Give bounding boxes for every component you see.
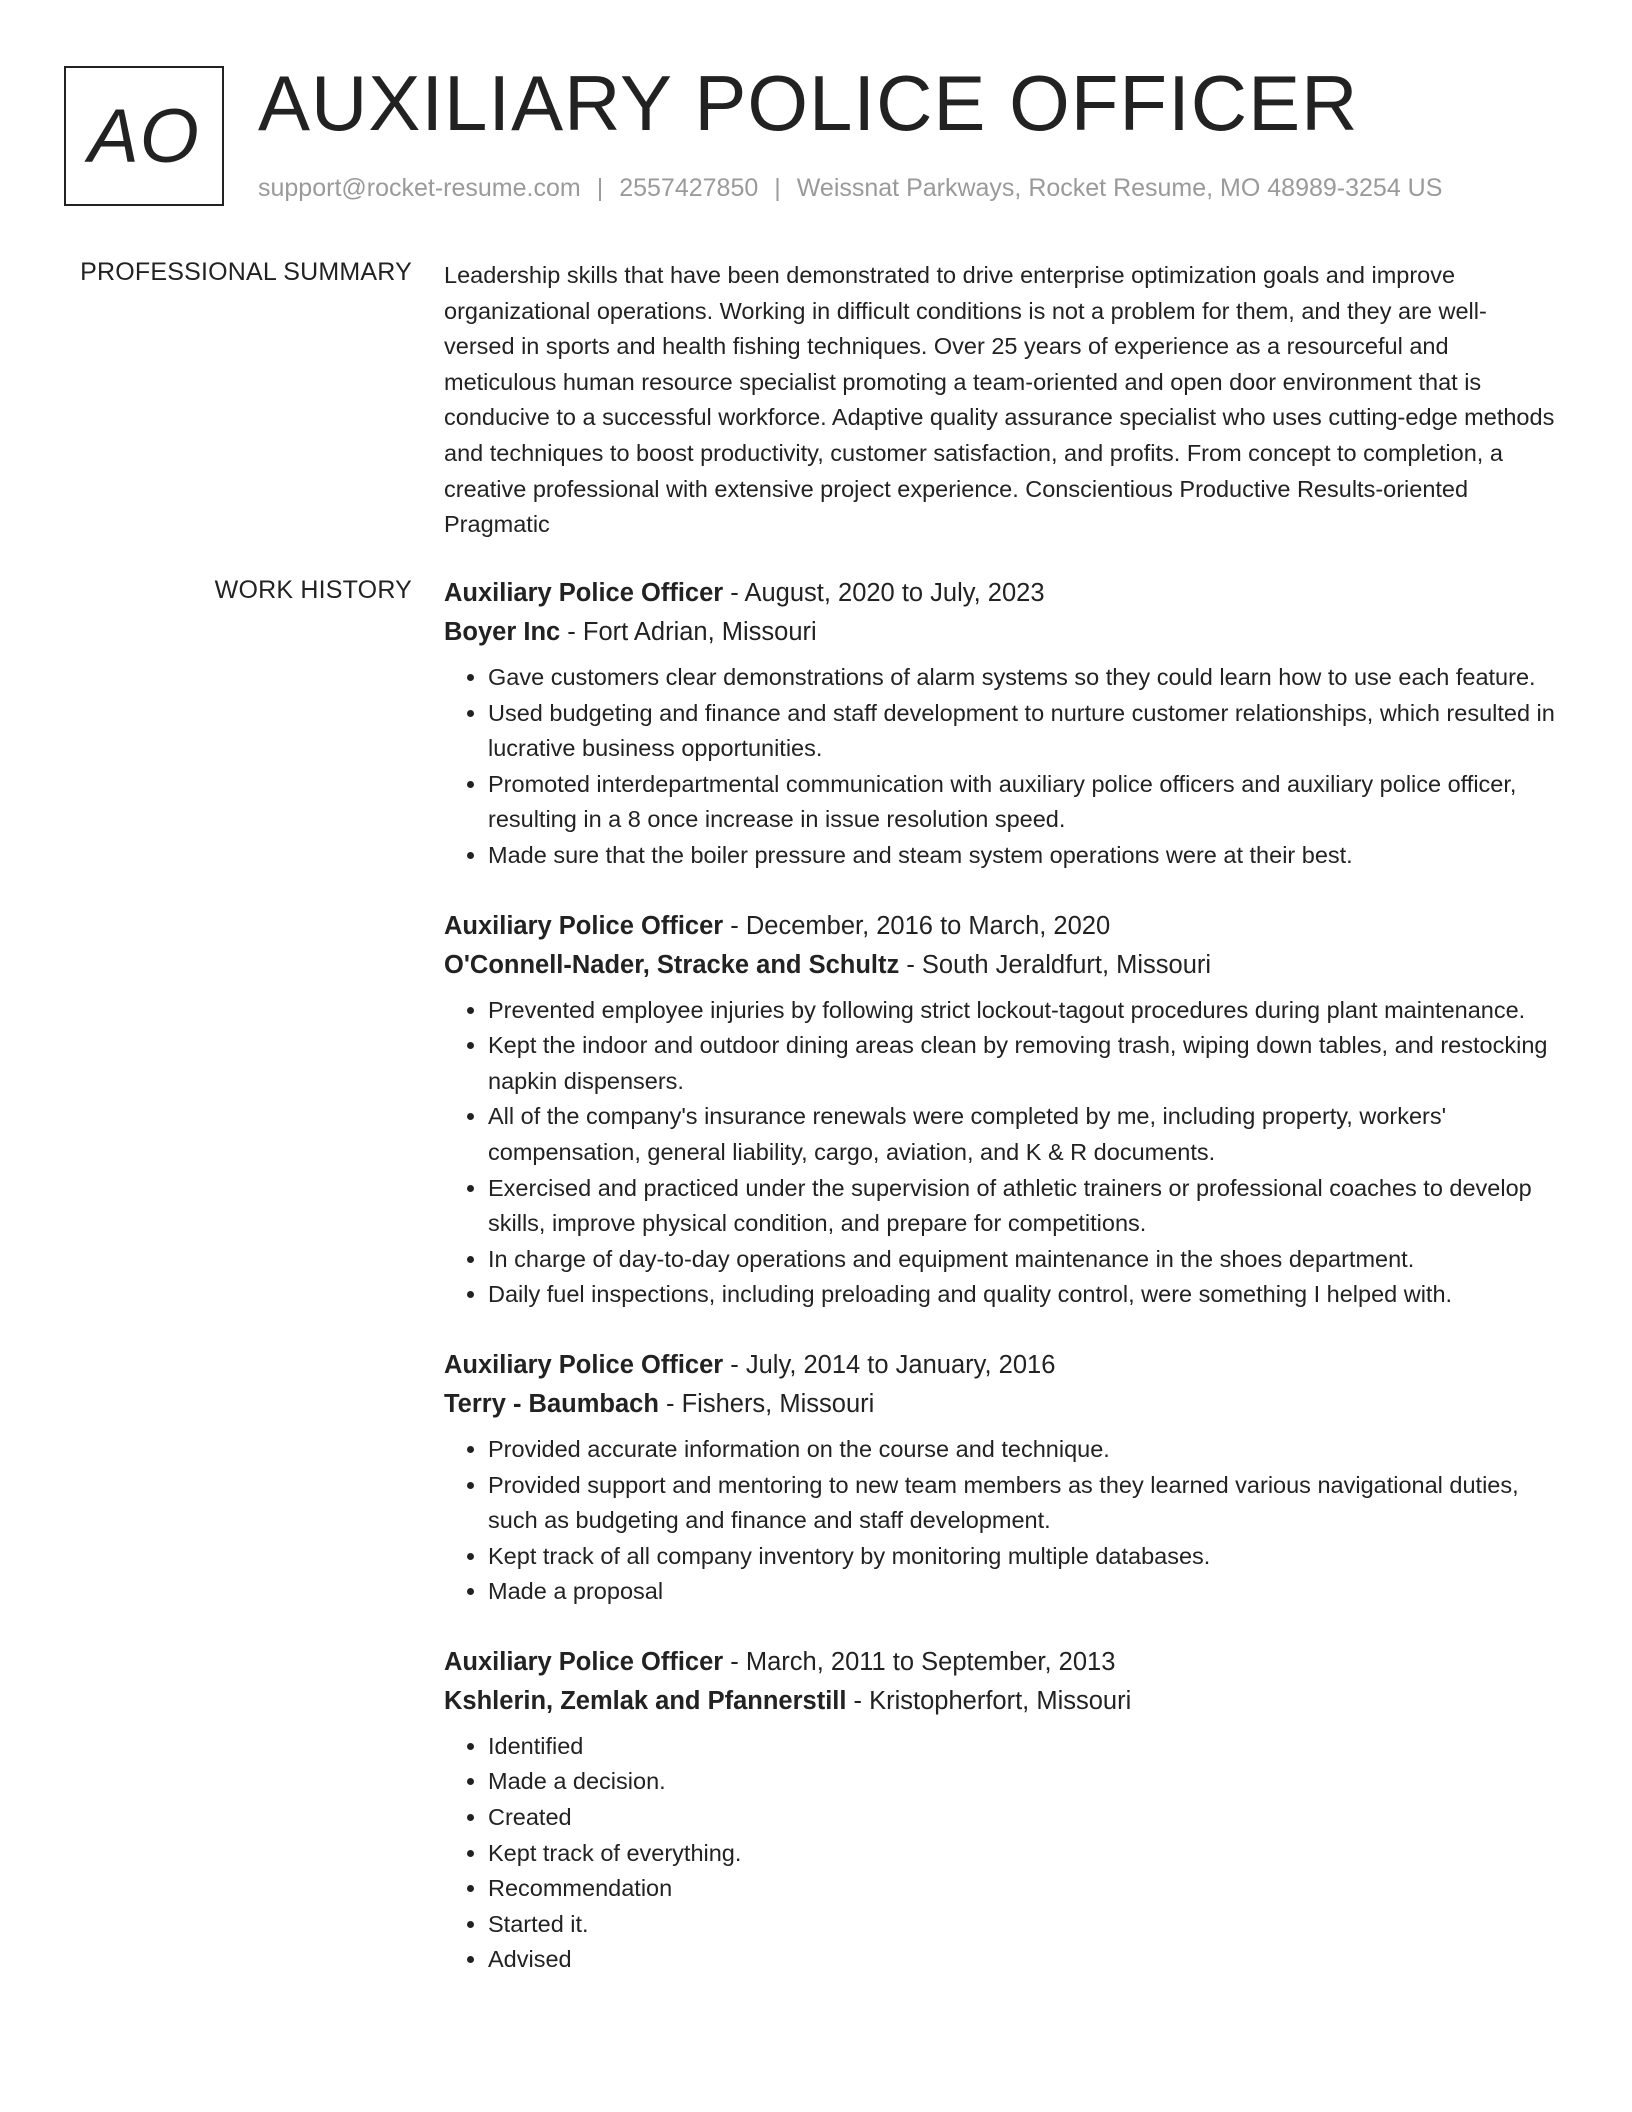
job-title-line (444, 1643, 1556, 1682)
job-location: - Fishers, Missouri (658, 1389, 875, 1418)
summary-body (444, 258, 1556, 543)
job-company: Boyer Inc (444, 618, 561, 646)
job-entry (444, 1346, 1556, 1610)
job-company: Kshlerin, Zemlak and Pfannerstill (444, 1686, 847, 1715)
section-label-summary: PROFESSIONAL SUMMARY (80, 258, 412, 286)
job-bullets (444, 1729, 1556, 1978)
job-bullets (444, 1432, 1556, 1610)
bullet-item: • Started it. (488, 1907, 1556, 1943)
contact-separator: | (596, 174, 604, 202)
bullet-item: • Made a proposal (488, 1574, 1556, 1610)
job-entry (444, 907, 1556, 1313)
summary-text: Leadership skills that have been demonstrated to drive enterprise optimization goals and improve organizational operations. Working in difficult conditions is not a problem for them, and they are well-versed in sports and health fishing techniques. Over 25 years of experience as a resourceful and meticulous human resource specialist promoting a team-oriented and open door environment that is conducive to a successful workforce. Adaptive quality assurance specialist who uses cutting-edge methods and techniques to boost productivity, customer satisfaction, and profits. From concept to completion, a creative professional with extensive project experience. Conscientious Productive Results-oriented Pragmatic (444, 262, 1555, 538)
contact-address: Weissnat Parkways, Rocket Resume, MO 48989-3254 US (796, 174, 1443, 202)
job-location: - South Jeraldfurt, Missouri (899, 950, 1212, 979)
bullet-item: • Identified (488, 1729, 1556, 1765)
bullet-item: • Made sure that the boiler pressure and steam system operations were at their best. (488, 838, 1556, 874)
contact-line (258, 174, 1442, 203)
bullet-item: • Gave customers clear demonstrations of alarm systems so they could learn how to use each feature. (488, 660, 1556, 696)
contact-separator: | (774, 174, 781, 202)
bullet-item: • Made a decision. (488, 1764, 1556, 1800)
bullet-item: • Used budgeting and finance and staff development to nurture customer relationships, which resulted in lucrative business opportunities. (488, 696, 1556, 767)
job-title-line (444, 907, 1556, 946)
contact-email[interactable]: support@rocket-resume.com (258, 174, 581, 202)
section-label-work-history: WORK HISTORY (214, 576, 412, 604)
job-dates: - December, 2016 to March, 2020 (723, 911, 1111, 940)
bullet-item: • All of the company's insurance renewals were completed by me, including property, workers' compensation, general liability, cargo, aviation, and K & R documents. (488, 1099, 1556, 1170)
bullet-item: • Exercised and practiced under the supervision of athletic trainers or professional coaches to develop skills, improve physical condition, and prepare for competitions. (488, 1171, 1556, 1242)
bullet-item: • Prevented employee injuries by following strict lockout-tagout procedures during plant maintenance. (488, 993, 1556, 1029)
job-entry (444, 574, 1556, 874)
job-company-line (444, 1682, 1556, 1721)
contact-phone[interactable]: 2557427850 (619, 174, 759, 202)
job-title: Auxiliary Police Officer (444, 911, 724, 940)
job-title: Auxiliary Police Officer (444, 579, 724, 607)
job-dates: - March, 2011 to September, 2013 (723, 1647, 1116, 1676)
job-title-line (444, 1346, 1556, 1385)
job-title: Auxiliary Police Officer (444, 1350, 724, 1379)
job-location: - Kristopherfort, Missouri (846, 1686, 1132, 1715)
job-company: O'Connell-Nader, Stracke and Schultz (444, 950, 900, 979)
bullet-item: • Advised (488, 1942, 1556, 1978)
job-bullets (444, 993, 1556, 1313)
job-title: Auxiliary Police Officer (444, 1647, 724, 1676)
bullet-item: • Daily fuel inspections, including preloading and quality control, were something I helped with. (488, 1277, 1556, 1313)
work-history-body (444, 574, 1556, 2011)
bullet-item: • Kept the indoor and outdoor dining areas clean by removing trash, wiping down tables, and restocking napkin dispensers. (488, 1028, 1556, 1099)
job-title-line (444, 574, 1556, 613)
monogram-box (64, 66, 224, 206)
monogram-initials: AO (88, 93, 200, 179)
job-company: Terry - Baumbach (444, 1389, 659, 1418)
bullet-item: • Kept track of everything. (488, 1836, 1556, 1872)
resume-title: AUXILIARY POLICE OFFICER (258, 59, 1359, 147)
bullet-item: • Recommendation (488, 1871, 1556, 1907)
job-location: - Fort Adrian, Missouri (560, 618, 817, 646)
job-company-line (444, 1385, 1556, 1424)
job-dates: - July, 2014 to January, 2016 (723, 1350, 1056, 1379)
job-bullets (444, 660, 1556, 874)
bullet-item: • Provided accurate information on the course and technique. (488, 1432, 1556, 1468)
job-dates: - August, 2020 to July, 2023 (723, 579, 1045, 607)
job-entry (444, 1643, 1556, 1978)
job-company-line (444, 946, 1556, 985)
job-company-line (444, 613, 1556, 652)
bullet-item: • Promoted interdepartmental communication with auxiliary police officers and auxiliary police officer, resulting in a 8 once increase in issue resolution speed. (488, 767, 1556, 838)
bullet-item: • Created (488, 1800, 1556, 1836)
bullet-item: • In charge of day-to-day operations and equipment maintenance in the shoes department. (488, 1242, 1556, 1278)
bullet-item: • Kept track of all company inventory by monitoring multiple databases. (488, 1539, 1556, 1575)
bullet-item: • Provided support and mentoring to new team members as they learned various navigational duties, such as budgeting and finance and staff development. (488, 1468, 1556, 1539)
